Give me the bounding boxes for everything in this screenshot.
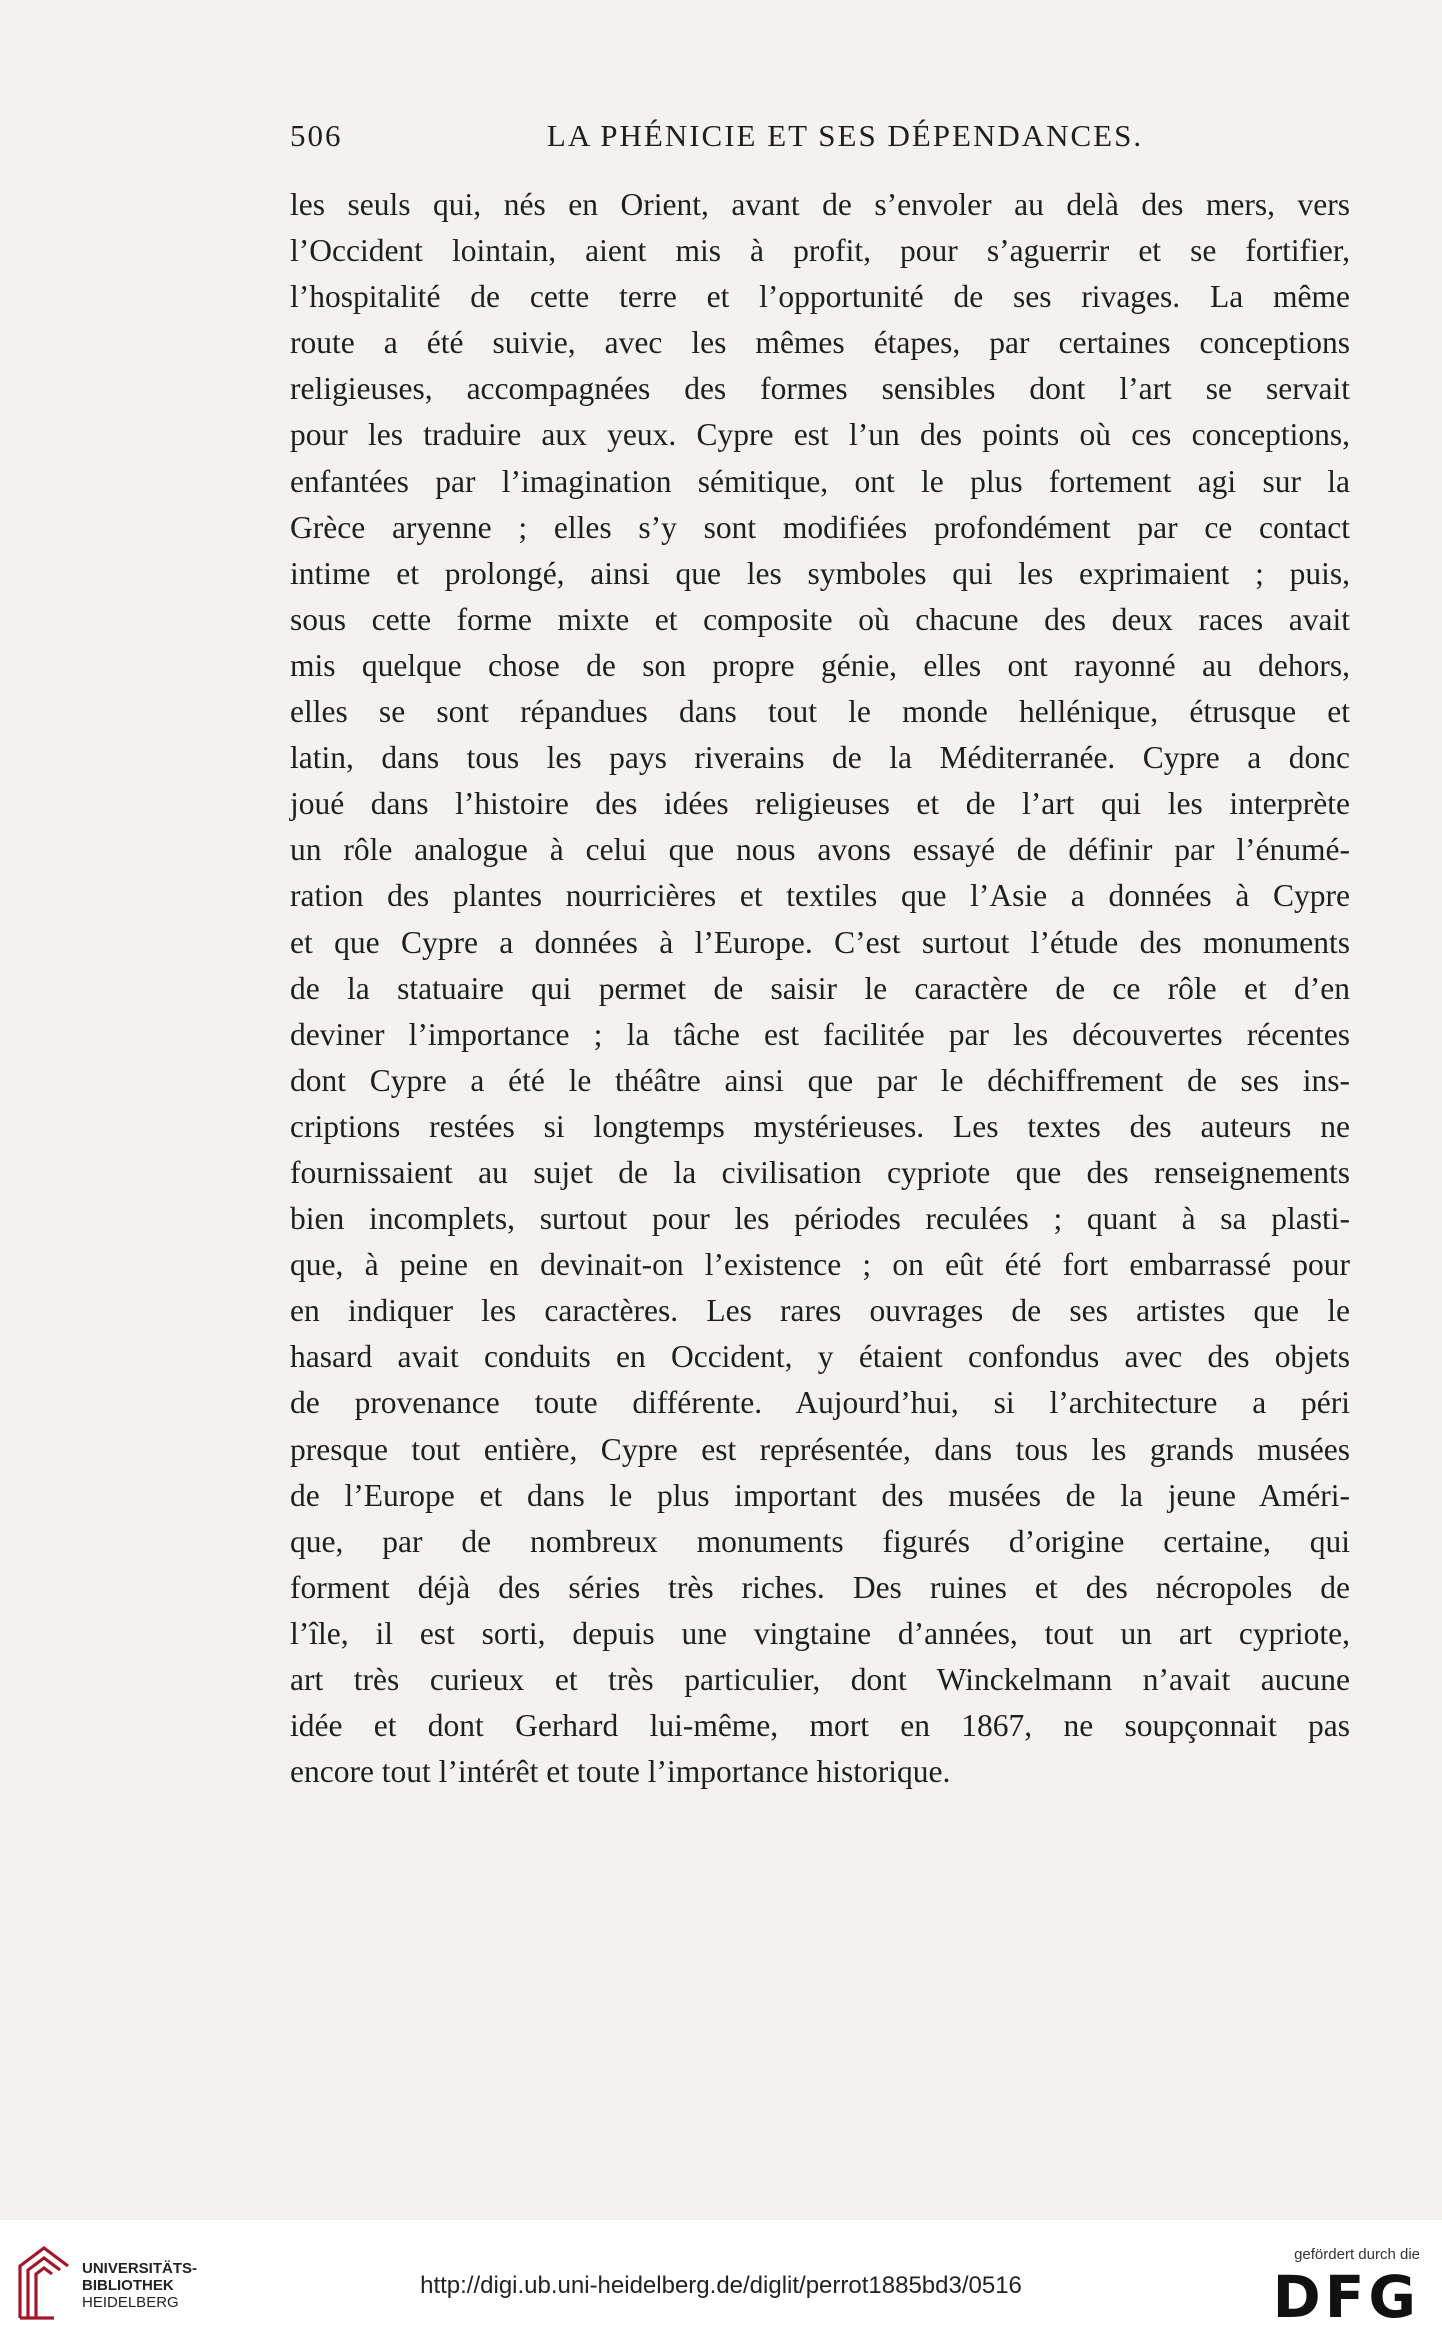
text-line: forment déjà des séries très riches. Des ruines et des nécropoles de [290, 1569, 1350, 1605]
text-line: l’hospitalité de cette terre et l’opportunité de ses rivages. La même [290, 279, 1350, 315]
text-line: et que Cypre a données à l’Europe. C’est surtout l’étude des monuments [290, 924, 1350, 960]
text-line: latin, dans tous les pays riverains de la Méditerranée. Cypre a donc [290, 740, 1350, 776]
text-line: criptions restées si longtemps mystérieuses. Les textes des auteurs ne [290, 1108, 1350, 1144]
page-number: 506 [290, 118, 343, 153]
text-line: fournissaient au sujet de la civilisation cypriote que des renseignements [290, 1154, 1350, 1190]
text-line: presque tout entière, Cypre est représentée, dans tous les grands musées [290, 1431, 1350, 1467]
permalink-url[interactable]: http://digi.ub.uni-heidelberg.de/diglit/perrot1885bd3/0516 [420, 2272, 1022, 2299]
text-line: dont Cypre a été le théâtre ainsi que par le déchiffrement de ses ins- [290, 1062, 1350, 1098]
text-line: ration des plantes nourricières et textiles que l’Asie a données à Cypre [290, 878, 1350, 914]
text-line: enfantées par l’imagination sémitique, ont le plus fortement agi sur la [290, 463, 1350, 499]
text-line: de la statuaire qui permet de saisir le caractère de ce rôle et d’en [290, 970, 1350, 1006]
text-line: sous cette forme mixte et composite où chacune des deux races avait [290, 601, 1350, 637]
text-line: Grèce aryenne ; elles s’y sont modifiées profondément par ce contact [290, 509, 1350, 545]
text-line: route a été suivie, avec les mêmes étapes, par certaines conceptions [290, 325, 1350, 361]
text-line: religieuses, accompagnées des formes sensibles dont l’art se servait [290, 371, 1350, 407]
text-line: pour les traduire aux yeux. Cypre est l’un des points où ces conceptions, [290, 417, 1350, 453]
text-line: de provenance toute différente. Aujourd’hui, si l’architecture a péri [290, 1385, 1350, 1421]
funded-by-text: gefördert durch die [1294, 2246, 1420, 2263]
running-head [290, 118, 1360, 168]
text-line: de l’Europe et dans le plus important des musées de la jeune Améri- [290, 1477, 1350, 1513]
text-line: mis quelque chose de son propre génie, elles ont rayonné au dehors, [290, 647, 1350, 683]
footer-bar [0, 2220, 1442, 2337]
text-line: les seuls qui, nés en Orient, avant de s’envoler au delà des mers, vers [290, 187, 1350, 222]
text-line: encore tout l’intérêt et toute l’importance historique. [290, 1754, 951, 1790]
library-name-line: BIBLIOTHEK [82, 2277, 174, 2294]
text-line: que, par de nombreux monuments figurés d’origine certaine, qui [290, 1523, 1350, 1559]
text-line: deviner l’importance ; la tâche est facilitée par les découvertes récentes [290, 1016, 1350, 1052]
text-line: hasard avait conduits en Occident, y étaient confondus avec des objets [290, 1339, 1350, 1375]
text-line: l’île, il est sorti, depuis une vingtaine d’années, tout un art cypriote, [290, 1615, 1350, 1651]
text-line: bien incomplets, surtout pour les périodes reculées ; quant à sa plasti- [290, 1201, 1350, 1237]
text-line: idée et dont Gerhard lui-même, mort en 1867, ne soupçonnait pas [290, 1708, 1350, 1744]
text-line: joué dans l’histoire des idées religieuses et de l’art qui les interprète [290, 786, 1350, 822]
text-line: un rôle analogue à celui que nous avons essayé de définir par l’énumé- [290, 832, 1350, 868]
running-title: LA PHÉNICIE ET SES DÉPENDANCES. [546, 118, 1144, 153]
text-line: elles se sont répandues dans tout le monde hellénique, étrusque et [290, 694, 1350, 730]
dfg-logo: DFG [1272, 2263, 1420, 2331]
text-line: intime et prolongé, ainsi que les symboles qui les exprimaient ; puis, [290, 555, 1350, 591]
text-line: que, à peine en devinait-on l’existence ; on eût été fort embarrassé pour [290, 1247, 1350, 1283]
library-name-line: HEIDELBERG [82, 2294, 179, 2311]
text-line: l’Occident lointain, aient mis à profit, pour s’aguerrir et se fortifier, [290, 233, 1350, 269]
text-line: art très curieux et très particulier, dont Winckelmann n’avait aucune [290, 1662, 1350, 1697]
text-line: en indiquer les caractères. Les rares ouvrages de ses artistes que le [290, 1293, 1350, 1329]
library-name-line: UNIVERSITÄTS- [82, 2260, 198, 2277]
body-text [290, 182, 1350, 1795]
